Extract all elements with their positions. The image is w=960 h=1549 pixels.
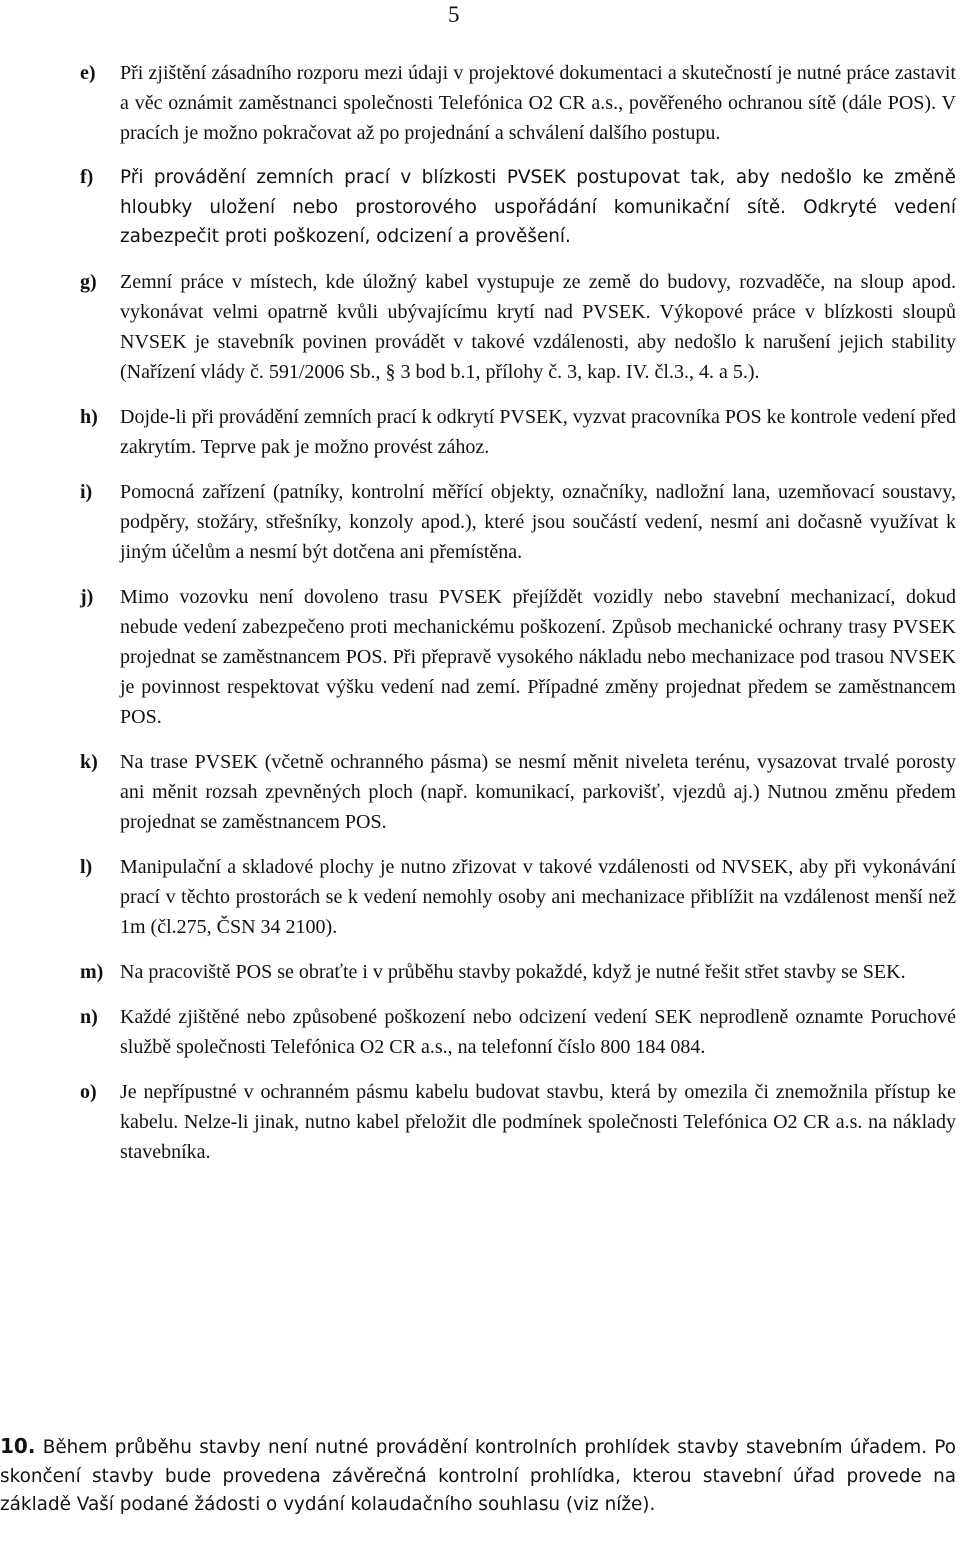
item-text: Na trase PVSEK (včetně ochranného pásma) se nesmí měnit niveleta terénu, vysazovat trvalé porosty ani měnit rozsah zpevněných ploch (např. komunikací, parkovišť, vjezdů aj.) Nutnou změnu předem projednat se zaměstnancem POS.: [120, 750, 956, 833]
item-text: Dojde-li při provádění zemních prací k odkrytí PVSEK, vyzvat pracovníka POS ke kontrole vedení před zakrytím. Teprve pak je možno provést zához.: [120, 405, 956, 458]
list-item-l: [80, 852, 956, 942]
list-item-m: [80, 957, 956, 987]
item-marker: k): [80, 750, 98, 773]
numbered-paragraph-text: [0, 1432, 956, 1520]
item-text: Na pracoviště POS se obraťte i v průběhu stavby pokaždé, když je nutné řešit střet stavby se SEK.: [120, 960, 906, 983]
list-item-o: [80, 1077, 956, 1167]
list-item-g: [80, 267, 956, 387]
item-marker: g): [80, 270, 97, 293]
item-text: Mimo vozovku není dovoleno trasu PVSEK přejíždět vozidly nebo stavební mechanizací, dokud nebude vedení zabezpečeno proti mechanickému poškození. Způsob mechanické ochrany trasy PVSEK projednat se zaměstnancem POS. Při přepravě vysokého nákladu nebo mechanizace pod trasou NVSEK je povinnost respektovat výšku vedení nad zemí. Případné změny projednat předem se zaměstnancem POS.: [120, 585, 956, 728]
item-text: Zemní práce v místech, kde úložný kabel vystupuje ze země do budovy, rozvaděče, na sloup apod. vykonávat velmi opatrně kvůli ubývajícímu krytí nad PVSEK. Výkopové práce v blízkosti sloupů NVSEK je stavebník povinen provádět v takové vzdálenosti, aby nedošlo k narušení jejich stability (Nařízení vlády č. 591/2006 Sb., § 3 bod b.1, přílohy č. 3, kap. IV. čl.3., 4. a 5.).: [120, 270, 956, 383]
list-item-i: [80, 477, 956, 567]
list-item-n: [80, 1002, 956, 1062]
item-text: Pomocná zařízení (patníky, kontrolní měřící objekty, označníky, nadložní lana, uzemňovací soustavy, podpěry, stožáry, střešníky, konzoly apod.), které jsou součástí vedení, nesmí ani dočasně využívat k jiným účelům a nesmí být dotčena ani přemístěna.: [120, 480, 956, 563]
item-text: Každé zjištěné nebo způsobené poškození nebo odcizení vedení SEK neprodleně oznamte Poruchové službě společnosti Telefónica O2 CR a.s., na telefonní číslo 800 184 084.: [120, 1005, 956, 1058]
conditions-list: [80, 58, 956, 1182]
list-item-f: [80, 163, 956, 252]
list-item-e: [80, 58, 956, 148]
list-item-k: [80, 747, 956, 837]
item-marker: h): [80, 405, 98, 428]
page-number: 5: [448, 2, 460, 27]
paragraph-body: Během průběhu stavby není nutné provádění kontrolních prohlídek stavby stavebním úřadem. Po skončení stavby bude provedena závěrečná kontrolní prohlídka, kterou stavební úřad provede na základě Vaší podané žádosti o vydání kolaudačního souhlasu (viz níže).: [0, 1437, 956, 1515]
item-text: Manipulační a skladové plochy je nutno zřizovat v takové vzdálenosti od NVSEK, aby při vykonávání prací v těchto prostorách se k vedení nemohly osoby ani mechanizace přiblížit na vzdálenost menší než 1m (čl.275, ČSN 34 2100).: [120, 855, 956, 938]
paragraph-number: 10.: [0, 1434, 36, 1458]
item-marker: e): [80, 62, 96, 84]
item-marker: l): [80, 855, 93, 878]
item-marker: i): [80, 480, 93, 503]
item-text: Při provádění zemních prací v blízkosti PVSEK postupovat tak, aby nedošlo ke změně hloubky uložení nebo prostorového uspořádání komunikační sítě. Odkryté vedení zabezpečit proti poškození, odcizení a prověšení.: [120, 167, 956, 248]
list-item-h: [80, 402, 956, 462]
numbered-paragraph: [0, 1432, 956, 1520]
item-marker: n): [80, 1005, 98, 1028]
item-marker: m): [80, 960, 104, 983]
item-text: Je nepřípustné v ochranném pásmu kabelu budovat stavbu, která by omezila či znemožnila přístup ke kabelu. Nelze-li jinak, nutno kabel přeložit dle podmínek společnosti Telefónica O2 CR a.s. na náklady stavebníka.: [120, 1080, 956, 1163]
list-item-j: [80, 582, 956, 732]
item-marker: f): [80, 166, 94, 188]
item-text: Při zjištění zásadního rozporu mezi údaji v projektové dokumentaci a skutečností je nutné práce zastavit a věc oznámit zaměstnanci společnosti Telefónica O2 CR a.s., pověřeného ochranou sítě (dále POS). V pracích je možno pokračovat až po projednání a schválení dalšího postupu.: [120, 62, 956, 144]
item-marker: o): [80, 1080, 97, 1103]
item-marker: j): [80, 585, 94, 608]
